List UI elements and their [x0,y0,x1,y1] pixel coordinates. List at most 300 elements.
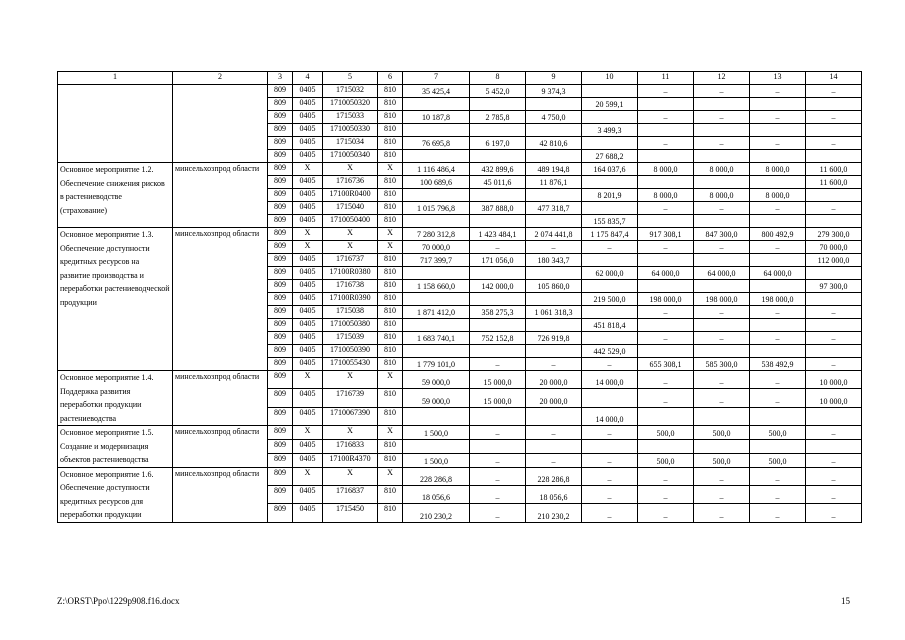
table-cell: – [638,389,694,407]
table-cell [638,176,694,189]
header-row [58,72,862,85]
table-cell: 64 000,0 [694,267,750,280]
table-cell: 442 529,0 [582,345,638,358]
responsible-cell: минсельхозпрод области [173,426,268,468]
table-cell: – [806,358,862,371]
table-cell: 809 [268,453,293,467]
header-cell: 6 [378,72,403,85]
table-cell: 489 194,8 [526,163,582,176]
table-cell: 809 [268,306,293,319]
table-cell: 11 876,1 [526,176,582,189]
table-cell: – [694,137,750,150]
table-cell [582,85,638,98]
responsible-cell: минсельхозпрод области [173,371,268,426]
table-cell: 477 318,7 [526,202,582,215]
table-cell: – [638,485,694,503]
table-cell: 810 [378,150,403,163]
table-cell: 0405 [293,407,323,425]
table-row [58,371,862,389]
table-cell: 1716737 [323,254,378,267]
table-cell: 1 423 484,1 [470,228,526,241]
table-cell: 1715038 [323,306,378,319]
table-cell: 1 779 101,0 [403,358,470,371]
table-cell [470,439,526,453]
table-cell: 810 [378,389,403,407]
header-cell: 3 [268,72,293,85]
table-cell [750,150,806,163]
table-cell: 17100R0380 [323,267,378,280]
table-cell: X [293,371,323,389]
table-cell: – [526,453,582,467]
header-cell: 4 [293,72,323,85]
table-cell: 8 201,9 [582,189,638,202]
table-cell [806,98,862,111]
table-cell: 810 [378,189,403,202]
table-cell: 15 000,0 [470,389,526,407]
table-cell: X [293,426,323,440]
table-cell [694,98,750,111]
table-cell [403,407,470,425]
table-cell [750,124,806,137]
table-cell: 809 [268,267,293,280]
table-cell [526,124,582,137]
table-cell: X [293,467,323,485]
table-cell: – [638,467,694,485]
table-cell: 810 [378,485,403,503]
table-cell: – [470,453,526,467]
table-cell: – [582,358,638,371]
table-cell: 210 230,2 [526,504,582,522]
table-cell [638,98,694,111]
table-cell: X [293,241,323,254]
table-cell: 809 [268,111,293,124]
table-cell: X [323,163,378,176]
table-cell: 198 000,0 [750,293,806,306]
table-cell: 0405 [293,137,323,150]
table-cell [750,407,806,425]
table-cell [638,150,694,163]
table-cell [403,215,470,228]
table-cell [806,189,862,202]
table-cell: 809 [268,137,293,150]
table-cell: 7 280 312,8 [403,228,470,241]
header-cell: 13 [750,72,806,85]
header-cell: 10 [582,72,638,85]
table-cell: – [526,241,582,254]
table-cell: 228 286,8 [526,467,582,485]
table-cell [526,215,582,228]
table-cell: 810 [378,137,403,150]
table-cell [403,345,470,358]
table-cell: 809 [268,467,293,485]
table-row [58,228,862,241]
table-cell [526,293,582,306]
table-cell: 8 000,0 [750,189,806,202]
table-cell [403,98,470,111]
table-cell: – [806,485,862,503]
table-cell: 810 [378,85,403,98]
table-cell: – [694,241,750,254]
table-cell: – [638,332,694,345]
table-cell: 1710050330 [323,124,378,137]
table-cell: 100 689,6 [403,176,470,189]
table-cell: – [470,241,526,254]
table-cell: 0405 [293,124,323,137]
table-cell [806,124,862,137]
table-cell [806,439,862,453]
table-cell: X [378,426,403,440]
table-cell [470,345,526,358]
measure-name-cell: Основное мероприятие 1.2. Обеспечение снижения рисков в растениеводстве (страхование) [58,163,173,228]
table-cell: 810 [378,280,403,293]
table-cell: 45 011,6 [470,176,526,189]
table-cell: 0405 [293,293,323,306]
table-cell: 1710050320 [323,98,378,111]
table-cell [638,319,694,332]
table-cell [694,407,750,425]
table-cell: – [638,241,694,254]
table-cell [582,332,638,345]
table-cell: – [470,485,526,503]
table-cell: 809 [268,358,293,371]
table-cell: 180 343,7 [526,254,582,267]
table-cell: – [806,85,862,98]
table-cell: – [582,467,638,485]
footer-file-path: Z:\ORST\Ppo\1229p908.f16.docx [57,596,180,606]
table-cell: 2 074 441,8 [526,228,582,241]
table-cell: 0405 [293,254,323,267]
table-cell: 59 000,0 [403,371,470,389]
table-cell: 500,0 [638,453,694,467]
table-cell [750,254,806,267]
table-cell [694,150,750,163]
table-cell: 0405 [293,85,323,98]
table-cell: 1 158 660,0 [403,280,470,293]
table-cell: – [806,467,862,485]
table-cell: 0405 [293,345,323,358]
table-cell: 11 600,0 [806,176,862,189]
table-cell: 1 175 847,4 [582,228,638,241]
table-cell: 1716738 [323,280,378,293]
table-cell: – [806,137,862,150]
header-cell: 1 [58,72,173,85]
table-cell: – [694,306,750,319]
table-cell: – [750,332,806,345]
table-cell [638,345,694,358]
table-cell: 59 000,0 [403,389,470,407]
table-cell: 810 [378,345,403,358]
table-cell: 0405 [293,150,323,163]
table-cell: X [323,426,378,440]
table-cell [694,124,750,137]
table-cell: X [323,241,378,254]
table-cell: 451 818,4 [582,319,638,332]
table-cell: 64 000,0 [638,267,694,280]
table-cell [750,439,806,453]
table-cell [806,267,862,280]
table-cell: – [638,306,694,319]
table-cell: 1 500,0 [403,426,470,440]
table-cell: – [470,426,526,440]
table-cell [526,189,582,202]
table-cell: 500,0 [750,453,806,467]
table-cell: 810 [378,267,403,280]
table-row [58,426,862,440]
table-cell: 27 688,2 [582,150,638,163]
measure-name-cell: Основное мероприятие 1.6. Обеспечение доступности кредитных ресурсов для переработки продукции [58,467,173,522]
table-cell: 0405 [293,202,323,215]
table-cell: – [694,485,750,503]
table-cell [638,407,694,425]
table-cell: 538 492,9 [750,358,806,371]
table-cell: 64 000,0 [750,267,806,280]
table-cell: – [806,453,862,467]
table-cell: 809 [268,254,293,267]
table-cell: 809 [268,202,293,215]
table-cell [694,345,750,358]
table-cell [750,319,806,332]
table-cell [750,345,806,358]
table-cell: 809 [268,345,293,358]
table-cell: – [470,467,526,485]
table-cell [638,439,694,453]
table-cell [526,345,582,358]
table-row [58,467,862,485]
table-cell: 10 187,8 [403,111,470,124]
table-cell: 810 [378,254,403,267]
header-cell: 2 [173,72,268,85]
table-cell: 0405 [293,485,323,503]
table-cell [806,215,862,228]
table-cell [694,280,750,293]
table-cell: – [694,85,750,98]
table-cell: 0405 [293,280,323,293]
table-cell: 198 000,0 [638,293,694,306]
table-cell: 809 [268,504,293,522]
table-cell: 228 286,8 [403,467,470,485]
measure-name-cell: Основное мероприятие 1.4. Поддержка развития переработки продукции растениеводства [58,371,173,426]
table-cell [582,176,638,189]
table-cell [526,98,582,111]
table-cell: 0405 [293,358,323,371]
table-cell: 8 000,0 [694,163,750,176]
measure-name-cell: Основное мероприятие 1.5. Создание и модернизация объектов растениеводства [58,426,173,468]
table-cell: – [750,306,806,319]
table-cell: X [293,163,323,176]
table-cell: – [582,453,638,467]
table-cell: 809 [268,293,293,306]
table-cell [806,319,862,332]
table-cell: 0405 [293,319,323,332]
table-cell: X [323,371,378,389]
table-cell: – [806,306,862,319]
table-cell: 17100R4370 [323,453,378,467]
table-cell [526,319,582,332]
table-cell: 809 [268,228,293,241]
table-cell [470,124,526,137]
table-cell: 800 492,9 [750,228,806,241]
table-cell: 0405 [293,215,323,228]
table-cell [526,150,582,163]
table-cell [694,176,750,189]
table-cell [694,215,750,228]
table-cell: 0405 [293,189,323,202]
table-cell: – [750,371,806,389]
table-cell: 14 000,0 [582,407,638,425]
table-cell: 358 275,3 [470,306,526,319]
table-cell: 112 000,0 [806,254,862,267]
table-cell: 752 152,8 [470,332,526,345]
table-cell: 809 [268,176,293,189]
table-cell: 105 860,0 [526,280,582,293]
table-cell: – [470,504,526,522]
table-cell: 809 [268,280,293,293]
table-cell: 35 425,4 [403,85,470,98]
table-cell: 6 197,0 [470,137,526,150]
table-cell: 810 [378,98,403,111]
table-cell: – [750,467,806,485]
table-cell [582,202,638,215]
table-cell: 809 [268,85,293,98]
table-cell: 809 [268,407,293,425]
table-cell: – [806,504,862,522]
table-cell: 0405 [293,306,323,319]
table-cell [470,189,526,202]
table-cell: 8 000,0 [694,189,750,202]
table-cell: 1 061 318,3 [526,306,582,319]
table-cell: 1 683 740,1 [403,332,470,345]
table-cell [694,319,750,332]
table-cell [403,124,470,137]
header-cell: 11 [638,72,694,85]
table-cell: 1 116 486,4 [403,163,470,176]
table-cell: 809 [268,189,293,202]
table-cell [806,407,862,425]
table-cell: 810 [378,358,403,371]
budget-table [57,71,862,523]
table-cell: 432 899,6 [470,163,526,176]
header-cell: 14 [806,72,862,85]
table-cell: 726 919,8 [526,332,582,345]
table-cell: – [638,137,694,150]
table-cell: 809 [268,163,293,176]
table-cell: 1716736 [323,176,378,189]
table-cell: – [526,358,582,371]
table-cell [582,306,638,319]
table-cell: – [526,426,582,440]
table-cell: 1715450 [323,504,378,522]
table-cell: X [378,163,403,176]
table-cell: 810 [378,332,403,345]
table-cell: 10 000,0 [806,389,862,407]
table-cell: – [694,202,750,215]
table-cell: – [694,371,750,389]
table-cell: 1715033 [323,111,378,124]
table-cell: 655 308,1 [638,358,694,371]
table-cell: – [750,485,806,503]
table-cell: – [638,111,694,124]
table-cell: 0405 [293,111,323,124]
table-cell: 809 [268,426,293,440]
table-cell [470,215,526,228]
table-cell: 717 399,7 [403,254,470,267]
table-cell: – [806,332,862,345]
table-cell: 0405 [293,439,323,453]
table-cell: – [470,358,526,371]
table-cell: 171 056,0 [470,254,526,267]
table-row [58,85,862,98]
table-cell: X [378,467,403,485]
table-cell: 3 499,3 [582,124,638,137]
table-cell [750,215,806,228]
table-cell: 1710055430 [323,358,378,371]
table-cell: 70 000,0 [403,241,470,254]
table-cell [582,280,638,293]
header-cell: 7 [403,72,470,85]
table-cell: 810 [378,293,403,306]
table-cell: – [694,467,750,485]
table-cell: 210 230,2 [403,504,470,522]
table-cell [582,439,638,453]
table-cell: 1710050400 [323,215,378,228]
table-cell: 1710050340 [323,150,378,163]
table-cell: – [694,504,750,522]
table-cell: 809 [268,150,293,163]
page-number: 15 [841,596,850,606]
table-cell: – [694,111,750,124]
table-cell: 810 [378,124,403,137]
table-cell: 810 [378,176,403,189]
table-cell [582,137,638,150]
table-cell: 5 452,0 [470,85,526,98]
table-cell: 500,0 [694,426,750,440]
table-cell: – [750,504,806,522]
table-cell: 2 785,8 [470,111,526,124]
table-cell [750,176,806,189]
table-cell: – [694,332,750,345]
table-cell [638,280,694,293]
table-cell: 810 [378,306,403,319]
table-cell: 279 300,0 [806,228,862,241]
table-cell: 0405 [293,332,323,345]
table-cell [806,293,862,306]
responsible-cell: минсельхозпрод области [173,467,268,522]
header-cell: 5 [323,72,378,85]
table-cell: 1715039 [323,332,378,345]
table-cell: 1716739 [323,389,378,407]
table-cell [403,293,470,306]
table-cell: – [750,241,806,254]
table-cell: 810 [378,202,403,215]
table-cell: X [323,228,378,241]
table-cell: 1715034 [323,137,378,150]
table-cell: – [806,111,862,124]
table-cell: 76 695,8 [403,137,470,150]
table-cell: – [750,85,806,98]
table-cell [403,150,470,163]
table-cell [750,98,806,111]
table-cell [403,267,470,280]
table-cell: – [750,389,806,407]
table-cell: 1716837 [323,485,378,503]
table-cell [750,280,806,293]
table-cell: – [806,426,862,440]
table-cell: 18 056,6 [526,485,582,503]
table-cell: 809 [268,319,293,332]
table-cell: – [750,111,806,124]
table-cell: X [323,467,378,485]
table-cell: 500,0 [750,426,806,440]
